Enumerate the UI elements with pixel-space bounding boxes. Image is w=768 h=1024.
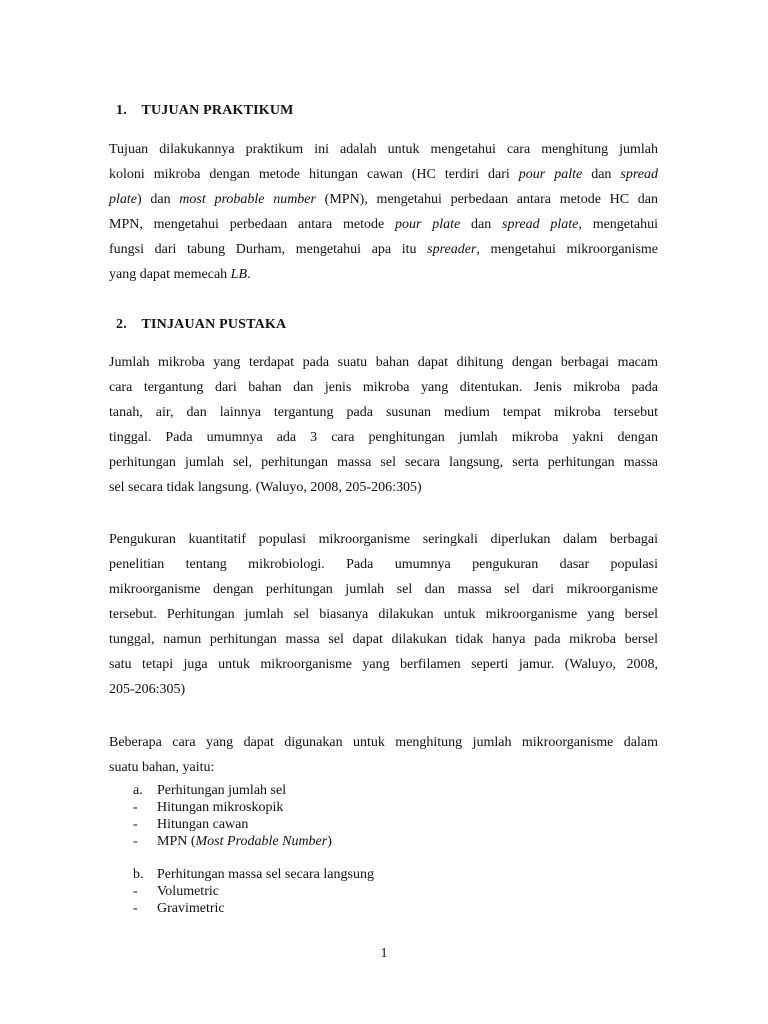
paragraph-line: Beberapa cara yang dapat digunakan untuk menghitung jumlah mikroorganisme dalam <box>109 735 658 750</box>
paragraph-line: fungsi dari tabung Durham, mengetahui apa itu spreader, mengetahui mikroorganisme <box>109 242 658 257</box>
paragraph-line: cara tergantung dari bahan dan jenis mikroba yang ditentukan. Jenis mikroba pada <box>109 380 658 395</box>
paragraph-line: tanah, air, dan lainnya tergantung pada susunan medium tempat mikroba tersebut <box>109 405 658 420</box>
paragraph-line: Pengukuran kuantitatif populasi mikroorganisme seringkali diperlukan dalam berbagai <box>109 532 658 547</box>
section-2-paragraph-3 <box>109 730 658 780</box>
paragraph-line: MPN, mengetahui perbedaan antara metode pour plate dan spread plate, mengetahui <box>109 217 659 232</box>
list-item: - Hitungan mikroskopik <box>133 800 284 815</box>
section-2-title: TINJAUAN PUSTAKA <box>141 317 287 332</box>
list-heading: a. Perhitungan jumlah sel <box>133 783 287 798</box>
section-1-paragraph <box>109 137 658 287</box>
paragraph-line: perhitungan jumlah sel, perhitungan massa sel secara langsung, serta perhitungan massa <box>109 455 658 470</box>
paragraph-line: sel secara tidak langsung. (Waluyo, 2008, 205-206:305) <box>109 480 422 495</box>
paragraph-line: satu tetapi juga untuk mikroorganisme yang berfilamen seperti jamur. (Waluyo, 2008, <box>109 657 658 672</box>
method-list-b <box>133 866 374 917</box>
paragraph-line: suatu bahan, yaitu: <box>109 760 215 775</box>
paragraph-line: yang dapat memecah LB. <box>109 267 251 282</box>
paragraph-line: tersebut. Perhitungan jumlah sel biasanya dilakukan untuk mikroorganisme yang bersel <box>109 607 658 622</box>
method-list-a <box>133 782 332 850</box>
paragraph-line: mikroorganisme dengan perhitungan jumlah sel dan massa sel dari mikroorganisme <box>109 582 658 597</box>
page-number: 1 <box>380 946 388 961</box>
paragraph-line: Jumlah mikroba yang terdapat pada suatu bahan dapat dihitung dengan berbagai macam <box>109 355 658 370</box>
list-heading: b. Perhitungan massa sel secara langsung <box>133 867 374 882</box>
paragraph-line: 205-206:305) <box>109 682 186 697</box>
paragraph-line: penelitian tentang mikrobiologi. Pada umumnya pengukuran dasar populasi <box>109 557 658 572</box>
section-2-paragraph-1 <box>109 350 658 500</box>
section-2-paragraph-2 <box>109 527 658 702</box>
paragraph-line: tunggal, namun perhitungan massa sel dapat dilakukan tidak hanya pada mikroba bersel <box>109 632 658 647</box>
section-1-number: 1. <box>116 103 127 118</box>
paragraph-line: plate) dan most probable number (MPN), mengetahui perbedaan antara metode HC dan <box>109 192 658 207</box>
section-2-heading <box>116 317 286 333</box>
section-1-title: TUJUAN PRAKTIKUM <box>141 103 294 118</box>
paragraph-line: Tujuan dilakukannya praktikum ini adalah untuk mengetahui cara menghitung jumlah <box>109 142 658 157</box>
section-1-heading <box>116 103 294 119</box>
list-item: - MPN (Most Prodable Number) <box>133 834 332 849</box>
section-2-number: 2. <box>116 317 127 332</box>
paragraph-line: koloni mikroba dengan metode hitungan cawan (HC terdiri dari pour palte dan spread <box>109 167 658 182</box>
list-item: - Volumetric <box>133 884 219 899</box>
list-item: - Gravimetric <box>133 901 225 916</box>
list-item: - Hitungan cawan <box>133 817 249 832</box>
paragraph-line: tinggal. Pada umumnya ada 3 cara penghitungan jumlah mikroba yakni dengan <box>109 430 658 445</box>
